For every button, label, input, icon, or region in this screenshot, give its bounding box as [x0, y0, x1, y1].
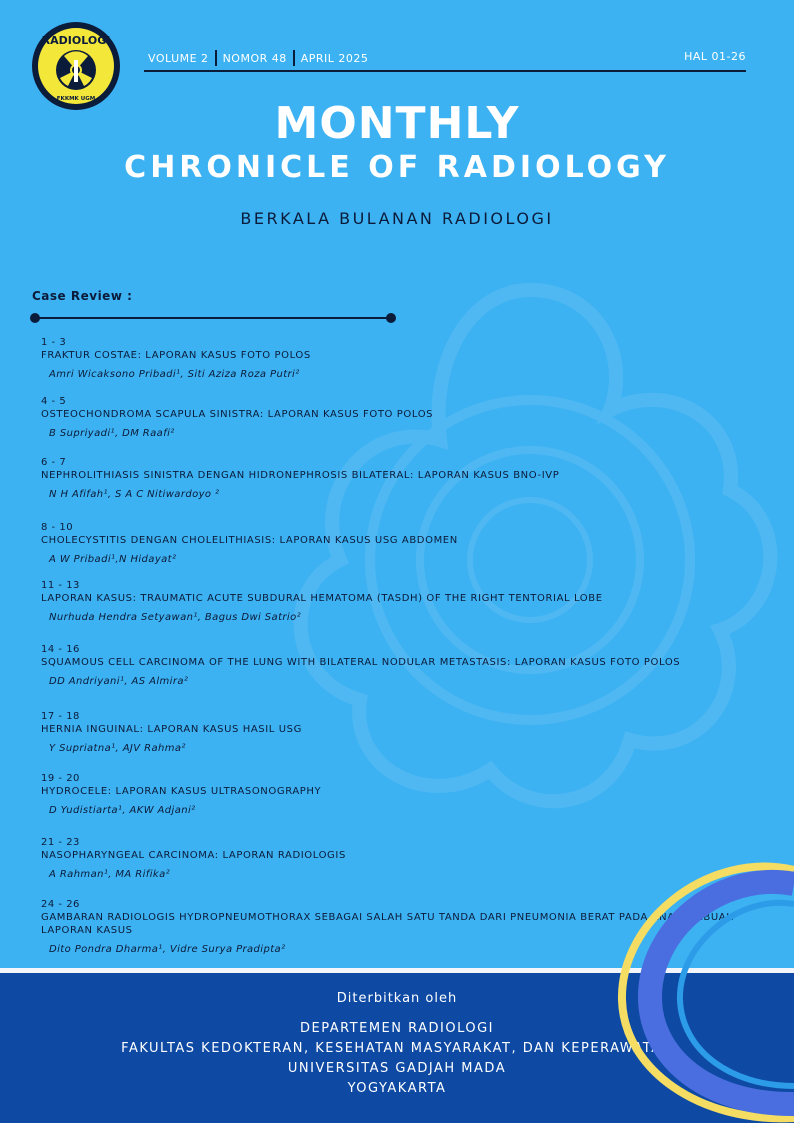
list-item[interactable]	[41, 579, 603, 624]
list-item[interactable]	[41, 395, 433, 440]
issue-header	[142, 50, 746, 70]
article-title: HYDROCELE: LAPORAN KASUS ULTRASONOGRAPHY	[41, 786, 322, 797]
article-authors: Y Supriatna¹, AJV Rahma²	[49, 743, 186, 754]
publisher-city: YOGYAKARTA	[347, 1081, 447, 1096]
article-title: NEPHROLITHIASIS SINISTRA DENGAN HIDRONEPHROSIS BILATERAL: LAPORAN KASUS BNO-IVP	[41, 470, 560, 481]
publisher-department: DEPARTEMEN RADIOLOGI	[299, 1021, 495, 1036]
list-item[interactable]	[41, 710, 302, 755]
article-title: OSTEOCHONDROMA SCAPULA SINISTRA: LAPORAN KASUS FOTO POLOS	[41, 409, 434, 420]
section-heading: Case Review :	[32, 289, 133, 303]
article-title: SQUAMOUS CELL CARCINOMA OF THE LUNG WITH BILATERAL NODULAR METASTASIS: LAPORAN KASUS FOTO POLOS	[41, 657, 681, 668]
article-pages: 1 - 3	[41, 337, 67, 348]
divider-dot-right	[386, 313, 396, 323]
issue-meta	[142, 50, 374, 66]
article-authors: Nurhuda Hendra Setyawan¹, Bagus Dwi Satrio²	[49, 612, 302, 623]
decorative-swoosh-icon	[600, 860, 794, 1123]
article-title: HERNIA INGUINAL: LAPORAN KASUS HASIL USG	[41, 724, 302, 735]
divider-dot-left	[30, 313, 40, 323]
article-pages: 14 - 16	[41, 644, 80, 655]
journal-title-line2: CHRONICLE OF RADIOLOGY	[124, 150, 670, 185]
list-item[interactable]	[41, 772, 321, 817]
list-item[interactable]	[41, 336, 311, 381]
publisher-university: UNIVERSITAS GADJAH MADA	[287, 1061, 507, 1076]
article-authors: DD Andriyani¹, AS Almira²	[49, 676, 189, 687]
list-item[interactable]	[41, 643, 680, 688]
article-title: CHOLECYSTITIS DENGAN CHOLELITHIASIS: LAPORAN KASUS USG ABDOMEN	[41, 535, 458, 546]
article-authors: A Rahman¹, MA Rifika²	[49, 869, 171, 880]
article-pages: 8 - 10	[41, 522, 74, 533]
section-divider	[34, 317, 392, 319]
date-label: APRIL 2025	[300, 51, 369, 65]
article-title: GAMBARAN RADIOLOGIS HYDROPNEUMOTHORAX SEBAGAI SALAH SATU TANDA DARI PNEUMONIA BERAT PADA ANAK: SEBUAH LAPORAN KASUS	[41, 912, 735, 936]
article-authors: A W Pribadi¹,N Hidayat²	[49, 554, 177, 565]
page-range-label: HAL 01-26	[684, 50, 746, 63]
article-pages: 21 - 23	[41, 837, 80, 848]
article-pages: 11 - 13	[41, 580, 80, 591]
header-rule	[144, 70, 746, 72]
article-title: FRAKTUR COSTAE: LAPORAN KASUS FOTO POLOS	[41, 350, 311, 361]
article-title: LAPORAN KASUS: TRAUMATIC ACUTE SUBDURAL HEMATOMA (TASDH) OF THE RIGHT TENTORIAL LOBE	[41, 593, 603, 604]
article-pages: 17 - 18	[41, 711, 80, 722]
article-title: NASOPHARYNGEAL CARCINOMA: LAPORAN RADIOLOGIS	[41, 850, 346, 861]
journal-title-line1: MONTHLY	[274, 98, 520, 149]
article-authors: Dito Pondra Dharma¹, Vidre Surya Pradipta²	[49, 944, 286, 955]
list-item[interactable]	[41, 521, 458, 566]
article-pages: 24 - 26	[41, 899, 80, 910]
article-pages: 19 - 20	[41, 773, 80, 784]
list-item[interactable]	[41, 836, 346, 881]
number-label: NOMOR 48	[222, 51, 287, 65]
article-authors: N H Afifah¹, S A C Nitiwardoyo ²	[49, 489, 220, 500]
article-pages: 4 - 5	[41, 396, 67, 407]
volume-label: VOLUME 2	[148, 51, 209, 65]
article-pages: 6 - 7	[41, 457, 67, 468]
article-authors: B Supriyadi¹, DM Raafi²	[49, 428, 175, 439]
logo-bottom-text: FKKMK UGM	[56, 96, 96, 102]
list-item[interactable]	[41, 456, 559, 501]
logo-top-text: RADIOLOGI	[41, 34, 111, 47]
journal-subtitle: BERKALA BULANAN RADIOLOGI	[240, 209, 554, 228]
article-authors: Amri Wicaksono Pribadi¹, Siti Aziza Roza Putri²	[49, 369, 300, 380]
publisher-faculty: FAKULTAS KEDOKTERAN, KESEHATAN MASYARAKAT, DAN KEPERAWATAN	[121, 1041, 673, 1056]
published-by-label: Diterbitkan oleh	[336, 991, 458, 1006]
article-authors: D Yudistiarta¹, AKW Adjani²	[49, 805, 196, 816]
